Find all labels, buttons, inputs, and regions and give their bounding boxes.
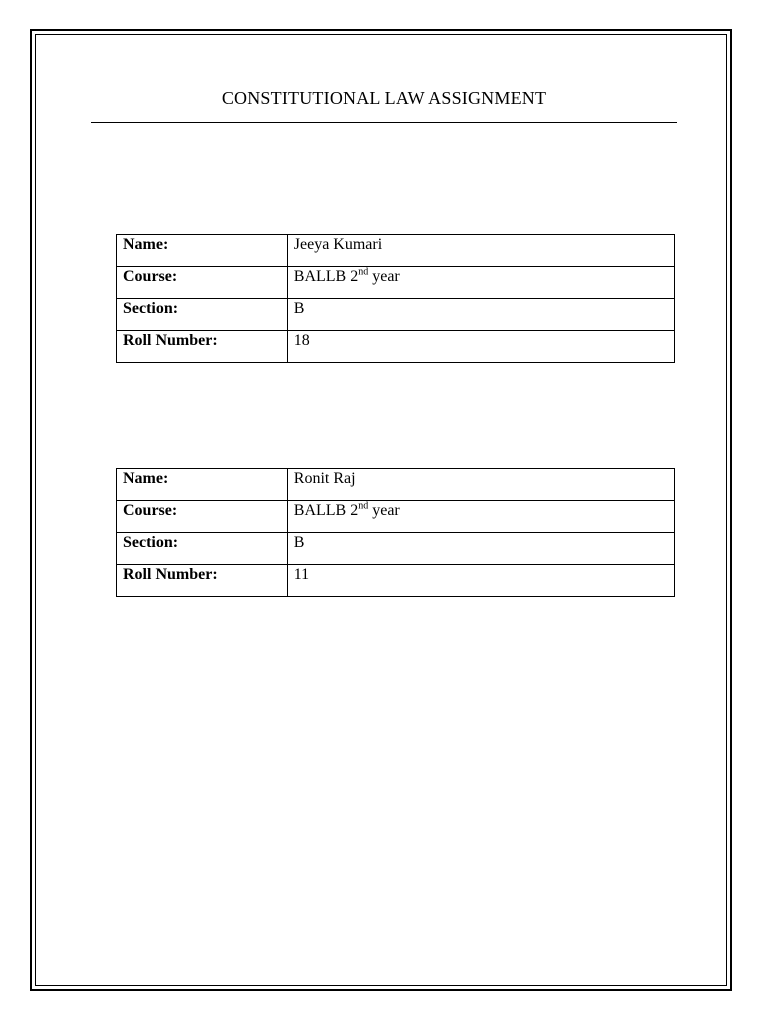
table-row [117,267,675,299]
roll-number-value: 18 [287,331,674,363]
table-row [117,469,675,501]
title-underline [91,122,677,123]
table-row [117,501,675,533]
course-ordinal: nd [358,266,369,278]
course-ordinal: nd [358,500,369,512]
table-row [117,235,675,267]
course-value [287,501,674,533]
table-row [117,565,675,597]
student-info-table [116,468,675,597]
course-prefix: BALLB 2 [293,502,359,519]
table-row [117,331,675,363]
table-row [117,533,675,565]
course-value [287,267,674,299]
name-value: Jeeya Kumari [287,235,674,267]
course-label: Course: [117,267,288,299]
section-value: B [287,533,674,565]
name-label: Name: [117,469,288,501]
table-row [117,299,675,331]
roll-number-label: Roll Number: [117,331,288,363]
name-value: Ronit Raj [287,469,674,501]
student-info-table [116,234,675,363]
course-suffix: year [368,268,400,285]
course-label: Course: [117,501,288,533]
course-prefix: BALLB 2 [293,268,359,285]
course-suffix: year [368,502,400,519]
section-value: B [287,299,674,331]
document-title: CONSTITUTIONAL LAW ASSIGNMENT [221,88,547,108]
section-label: Section: [117,533,288,565]
roll-number-label: Roll Number: [117,565,288,597]
section-label: Section: [117,299,288,331]
roll-number-value: 11 [287,565,674,597]
name-label: Name: [117,235,288,267]
